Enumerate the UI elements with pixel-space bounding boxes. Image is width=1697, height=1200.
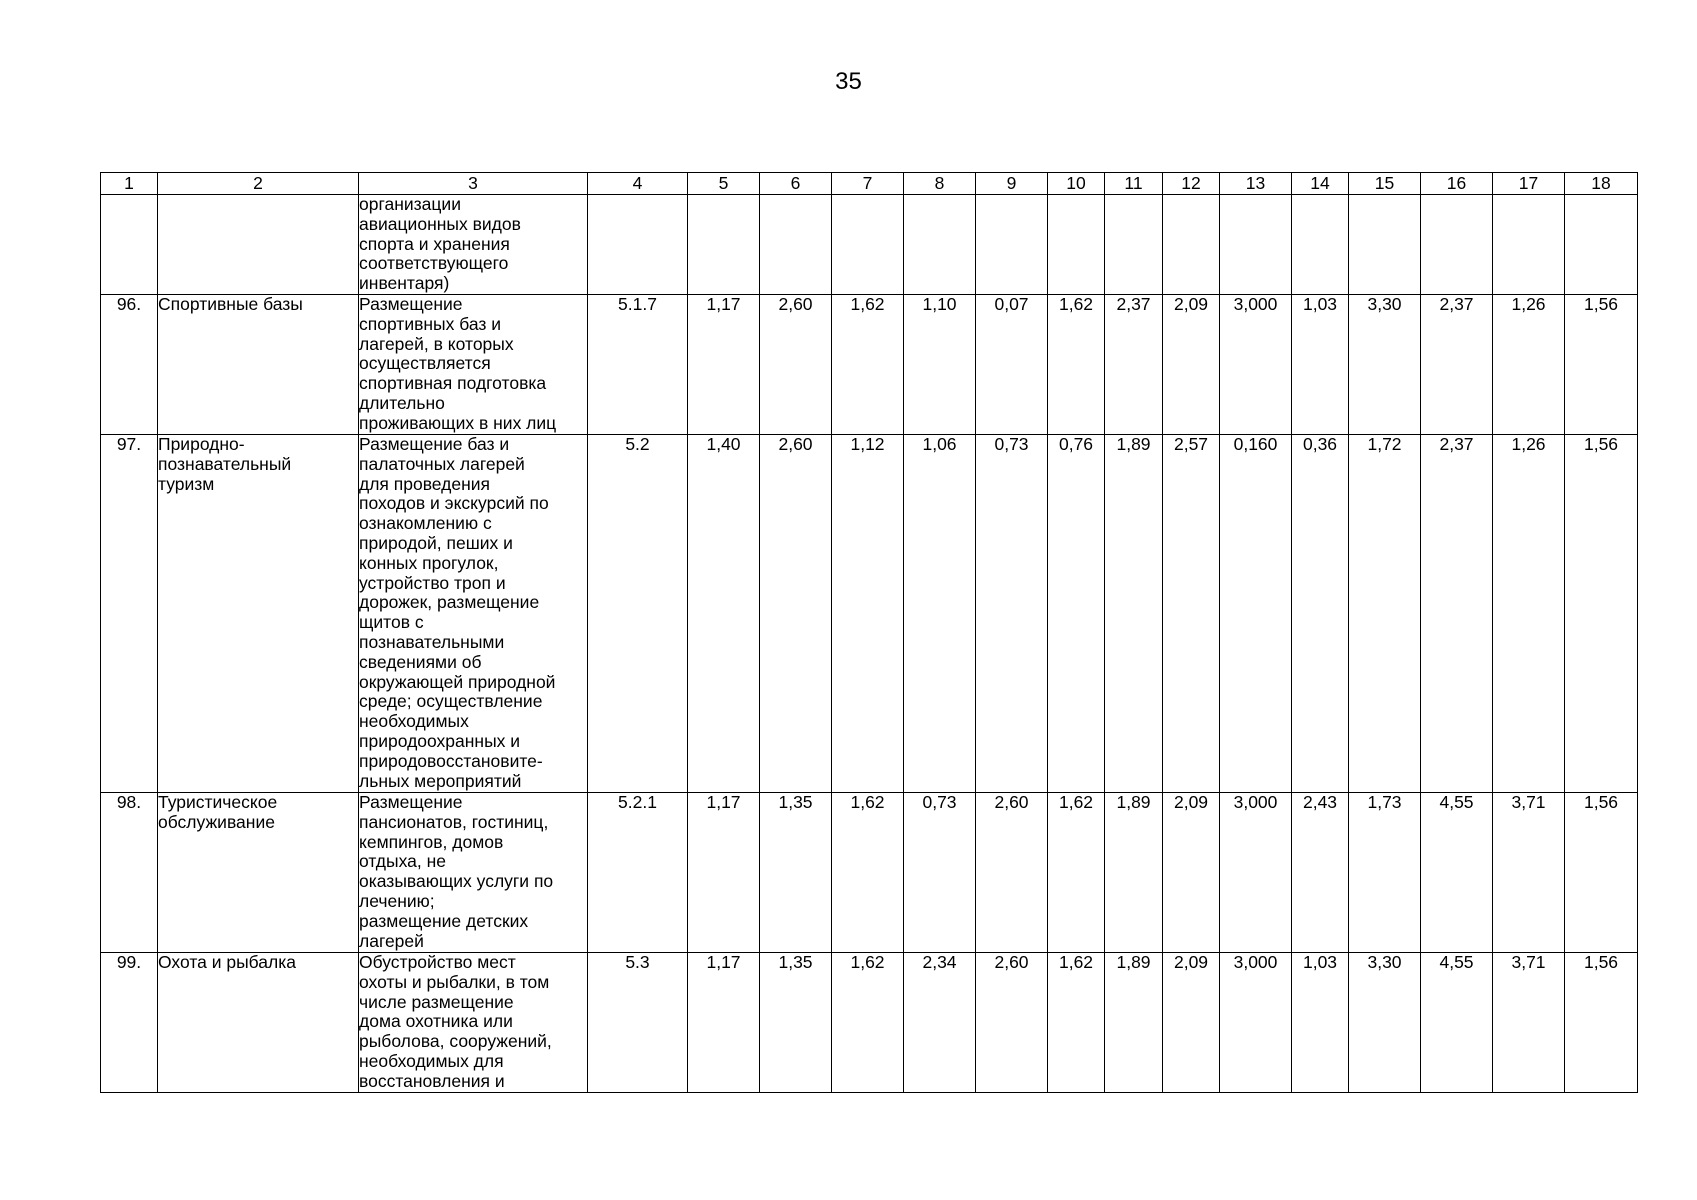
table-row — [101, 295, 1638, 435]
value-cell — [760, 195, 832, 295]
column-header: 3 — [359, 173, 588, 195]
table-body — [101, 195, 1638, 1093]
column-header: 9 — [976, 173, 1048, 195]
row-number-cell: 99. — [101, 953, 158, 1093]
column-header: 17 — [1493, 173, 1565, 195]
value-cell — [904, 195, 976, 295]
code-cell: 5.2 — [588, 435, 688, 793]
value-cell: 3,71 — [1493, 953, 1565, 1093]
value-cell: 1,62 — [1048, 295, 1105, 435]
value-cell: 0,73 — [976, 435, 1048, 793]
value-cell: 1,56 — [1565, 435, 1638, 793]
table-row — [101, 953, 1638, 1093]
use-name-cell: Охота и рыбалка — [158, 953, 359, 1093]
value-cell: 3,000 — [1220, 295, 1292, 435]
value-cell: 0,73 — [904, 793, 976, 953]
row-number-cell — [101, 195, 158, 295]
column-header: 5 — [688, 173, 760, 195]
value-cell: 1,03 — [1292, 953, 1349, 1093]
column-header: 1 — [101, 173, 158, 195]
value-cell: 1,56 — [1565, 793, 1638, 953]
value-cell: 1,62 — [1048, 793, 1105, 953]
value-cell — [1048, 195, 1105, 295]
data-table — [100, 172, 1638, 1093]
value-cell: 2,60 — [976, 953, 1048, 1093]
value-cell: 1,62 — [1048, 953, 1105, 1093]
value-cell: 2,43 — [1292, 793, 1349, 953]
value-cell: 2,09 — [1163, 295, 1220, 435]
column-header: 11 — [1105, 173, 1163, 195]
use-name-cell — [158, 195, 359, 295]
column-header: 13 — [1220, 173, 1292, 195]
value-cell: 1,89 — [1105, 435, 1163, 793]
value-cell: 1,12 — [832, 435, 904, 793]
table-row — [101, 435, 1638, 793]
value-cell: 1,06 — [904, 435, 976, 793]
value-cell: 1,26 — [1493, 295, 1565, 435]
value-cell: 1,73 — [1349, 793, 1421, 953]
value-cell: 3,000 — [1220, 953, 1292, 1093]
value-cell: 0,76 — [1048, 435, 1105, 793]
code-cell: 5.1.7 — [588, 295, 688, 435]
value-cell: 1,89 — [1105, 793, 1163, 953]
value-cell: 1,56 — [1565, 295, 1638, 435]
value-cell: 3,30 — [1349, 953, 1421, 1093]
value-cell: 2,34 — [904, 953, 976, 1093]
code-cell: 5.2.1 — [588, 793, 688, 953]
value-cell — [1565, 195, 1638, 295]
value-cell: 1,56 — [1565, 953, 1638, 1093]
description-cell: Размещение пансионатов, гостиниц, кемпингов, домов отдыха, не оказывающих услуги по лечению; размещение детских лагерей — [359, 793, 588, 953]
description-cell: организации авиационных видов спорта и хранения соответствующего инвентаря) — [359, 195, 588, 295]
value-cell: 4,55 — [1421, 793, 1493, 953]
row-number-cell: 97. — [101, 435, 158, 793]
column-header: 18 — [1565, 173, 1638, 195]
value-cell — [1163, 195, 1220, 295]
value-cell: 4,55 — [1421, 953, 1493, 1093]
value-cell: 1,17 — [688, 295, 760, 435]
column-header: 6 — [760, 173, 832, 195]
code-cell — [588, 195, 688, 295]
value-cell — [1105, 195, 1163, 295]
value-cell: 2,57 — [1163, 435, 1220, 793]
column-header: 10 — [1048, 173, 1105, 195]
value-cell — [688, 195, 760, 295]
use-name-cell: Туристическое обслуживание — [158, 793, 359, 953]
value-cell: 2,60 — [760, 435, 832, 793]
value-cell: 2,60 — [976, 793, 1048, 953]
column-header: 14 — [1292, 173, 1349, 195]
value-cell: 1,35 — [760, 793, 832, 953]
value-cell: 2,37 — [1105, 295, 1163, 435]
column-header: 8 — [904, 173, 976, 195]
value-cell: 1,10 — [904, 295, 976, 435]
table-row — [101, 195, 1638, 295]
value-cell — [1220, 195, 1292, 295]
value-cell: 1,72 — [1349, 435, 1421, 793]
row-number-cell: 96. — [101, 295, 158, 435]
value-cell: 1,62 — [832, 295, 904, 435]
value-cell: 2,37 — [1421, 435, 1493, 793]
value-cell: 3,71 — [1493, 793, 1565, 953]
value-cell — [1421, 195, 1493, 295]
description-cell: Обустройство мест охоты и рыбалки, в том числе размещение дома охотника или рыболова, сооружений, необходимых для восстановления и — [359, 953, 588, 1093]
value-cell: 0,160 — [1220, 435, 1292, 793]
value-cell: 1,26 — [1493, 435, 1565, 793]
page-number: 35 — [835, 68, 862, 95]
row-number-cell: 98. — [101, 793, 158, 953]
value-cell: 2,37 — [1421, 295, 1493, 435]
column-header: 4 — [588, 173, 688, 195]
description-cell: Размещение спортивных баз и лагерей, в которых осуществляется спортивная подготовка длительно проживающих в них лиц — [359, 295, 588, 435]
use-name-cell: Спортивные базы — [158, 295, 359, 435]
column-header: 16 — [1421, 173, 1493, 195]
value-cell: 1,17 — [688, 793, 760, 953]
value-cell: 1,40 — [688, 435, 760, 793]
value-cell: 2,60 — [760, 295, 832, 435]
value-cell: 1,35 — [760, 953, 832, 1093]
header-row — [101, 173, 1638, 195]
value-cell: 1,17 — [688, 953, 760, 1093]
value-cell: 0,36 — [1292, 435, 1349, 793]
value-cell — [1349, 195, 1421, 295]
column-header: 2 — [158, 173, 359, 195]
column-header: 12 — [1163, 173, 1220, 195]
value-cell: 0,07 — [976, 295, 1048, 435]
value-cell — [976, 195, 1048, 295]
use-name-cell: Природно- познавательный туризм — [158, 435, 359, 793]
description-cell: Размещение баз и палаточных лагерей для проведения походов и экскурсий по ознакомлению с природой, пеших и конных прогулок, устройство троп и дорожек, размещение щитов с познавательными сведениями об окружающей природной среде; осуществление необходимых природоохранных и природовосстановите- льных мероприятий — [359, 435, 588, 793]
column-header: 15 — [1349, 173, 1421, 195]
value-cell — [1292, 195, 1349, 295]
value-cell: 3,30 — [1349, 295, 1421, 435]
code-cell: 5.3 — [588, 953, 688, 1093]
value-cell: 2,09 — [1163, 953, 1220, 1093]
value-cell: 1,62 — [832, 793, 904, 953]
value-cell — [832, 195, 904, 295]
value-cell: 1,89 — [1105, 953, 1163, 1093]
value-cell: 1,03 — [1292, 295, 1349, 435]
table-row — [101, 793, 1638, 953]
column-header: 7 — [832, 173, 904, 195]
value-cell — [1493, 195, 1565, 295]
value-cell: 3,000 — [1220, 793, 1292, 953]
value-cell: 1,62 — [832, 953, 904, 1093]
value-cell: 2,09 — [1163, 793, 1220, 953]
